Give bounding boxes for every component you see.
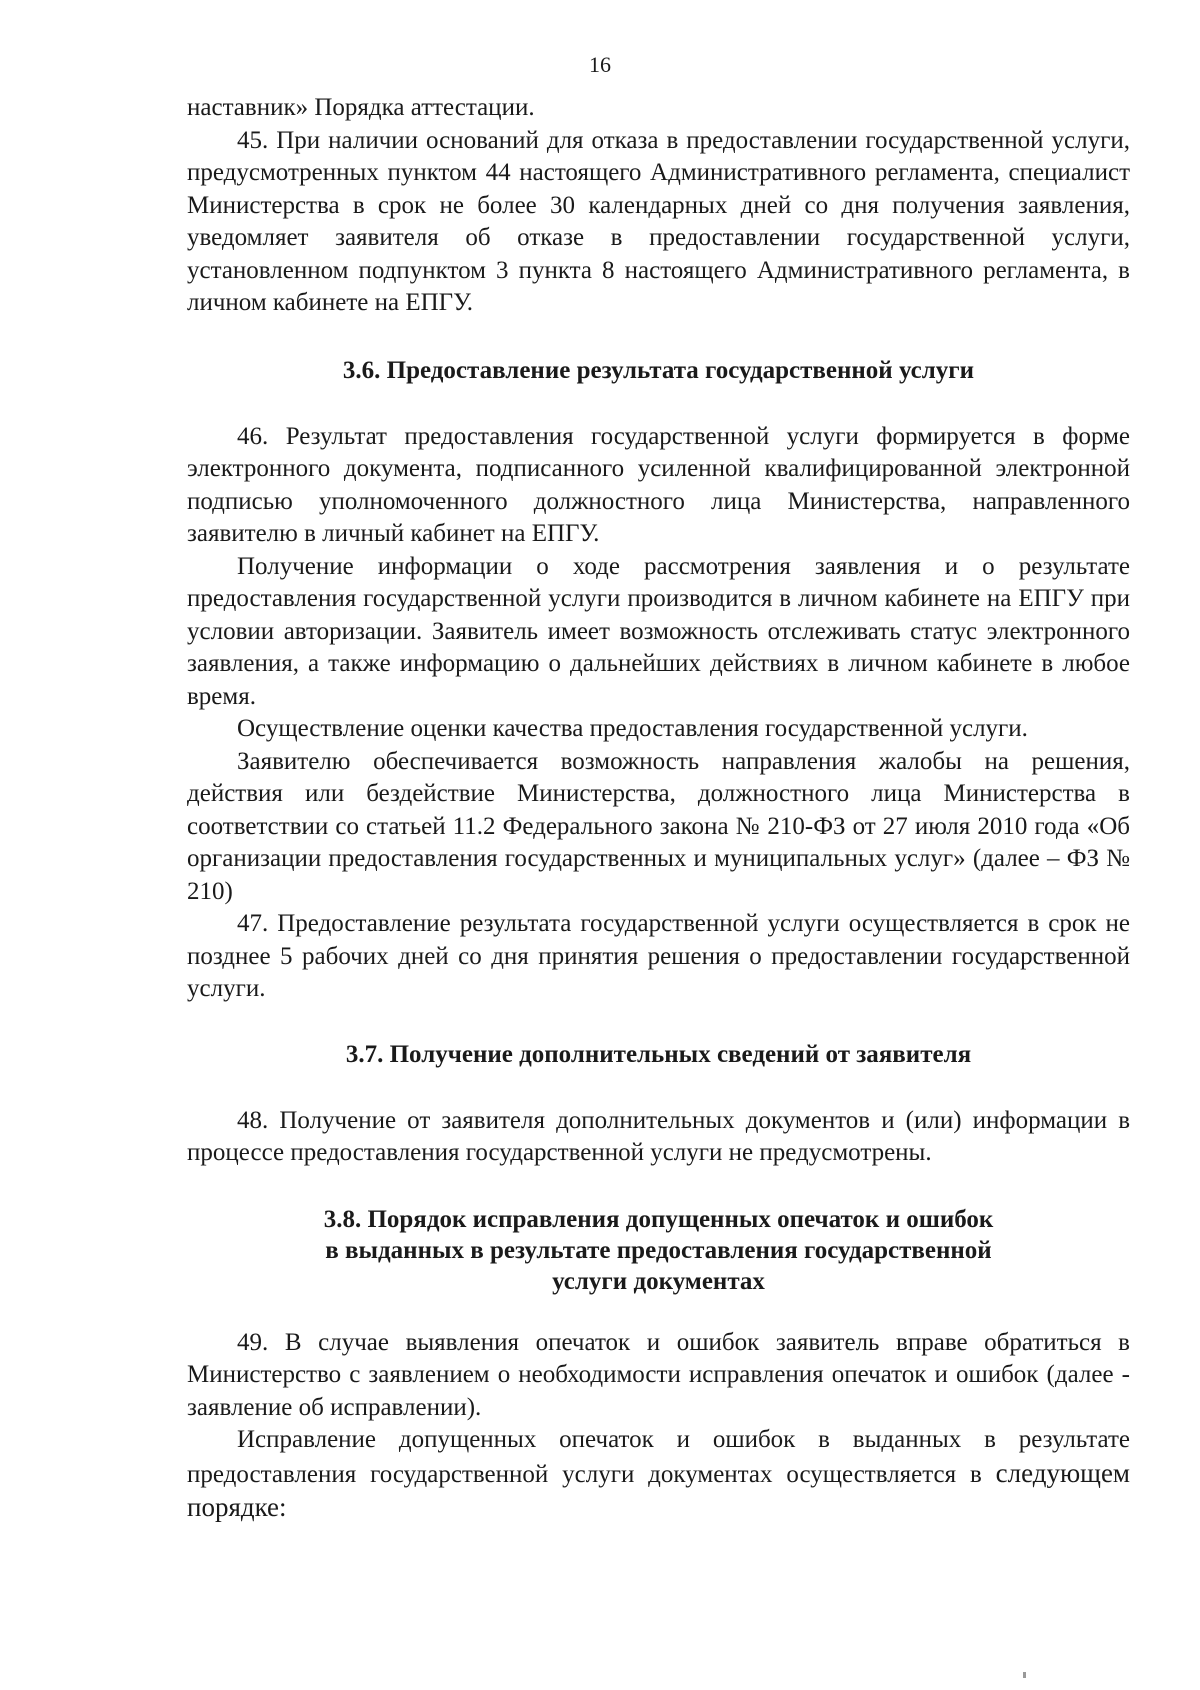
paragraph-49-correction-procedure-end: следующем порядке: — [187, 1457, 1131, 1522]
paragraph-49: 49. В случае выявления опечаток и ошибок заявитель вправе обратиться в Министерство с заявлением о необходимости исправления опечаток и ошибок (далее - заявление об исправлении). — [187, 1328, 1130, 1421]
paragraph-47: 47. Предоставление результата государственной услуги осуществляется в срок не позднее 5 рабочих дней со дня принятия решения о предоставлении государственной услуги. — [187, 910, 1130, 1002]
paragraph-49-correction-procedure-text: Исправление допущенных опечаток и ошибок в выданных в результате предоставления государственной услуги документах осуществляется в — [187, 1426, 1130, 1488]
document-body — [187, 92, 1130, 1526]
paragraph-46: 46. Результат предоставления государственной услуги формируется в форме электронного документа, подписанного усиленной квалифицированной электронной подписью уполномоченного должностного лица Министерства, направленного заявителю в личный кабинет на ЕПГУ. — [187, 422, 1130, 547]
paragraph-46-quality-assessment: Осуществление оценки качества предоставления государственной услуги. — [237, 715, 1028, 742]
section-heading-3-6: 3.6. Предоставление результата государственной услуги — [342, 356, 975, 384]
scan-artifact-mark — [1023, 1672, 1026, 1678]
page-number: 16 — [589, 52, 611, 77]
section-heading-3-7: 3.7. Получение дополнительных сведений от заявителя — [345, 1040, 972, 1068]
paragraph-48: 48. Получение от заявителя дополнительных документов и (или) информации в процессе предоставления государственной услуги не предусмотрены. — [187, 1106, 1130, 1166]
section-heading-3-8-line-2: в выданных в результате предоставления государственной — [325, 1236, 992, 1264]
section-heading-3-8 — [187, 1204, 1130, 1297]
paragraph-49-correction-procedure — [187, 1424, 1130, 1526]
section-heading-3-8-line-1: 3.8. Порядок исправления допущенных опечаток и ошибок — [323, 1205, 994, 1233]
paragraph-continuation: наставник» Порядка аттестации. — [187, 94, 535, 121]
paragraph-46-status-info: Получение информации о ходе рассмотрения заявления и о результате предоставления государственной услуги производится в личном кабинете на ЕПГУ при условии авторизации. Заявитель имеет возможность отслеживать статус электронного заявления, а также информацию о дальнейших действиях в личном кабинете в любое время. — [187, 552, 1130, 710]
paragraph-46-complaint: Заявителю обеспечивается возможность направления жалобы на решения, действия или бездействие Министерства, должностного лица Министерства в соответствии со статьей 11.2 Федерального закона № 210-ФЗ от 27 июля 2010 года «Об организации предоставления государственных и муниципальных услуг» (далее – ФЗ № 210) — [187, 747, 1130, 905]
paragraph-45: 45. При наличии оснований для отказа в предоставлении государственной услуги, предусмотренных пунктом 44 настоящего Административного регламента, специалист Министерства в срок не более 30 календарных дней со дня получения заявления, уведомляет заявителя об отказе в предоставлении государственной услуги, установленном подпунктом 3 пункта 8 настоящего Административного регламента, в личном кабинете на ЕПГУ. — [187, 126, 1130, 316]
section-heading-3-8-line-3: услуги документах — [552, 1267, 765, 1295]
